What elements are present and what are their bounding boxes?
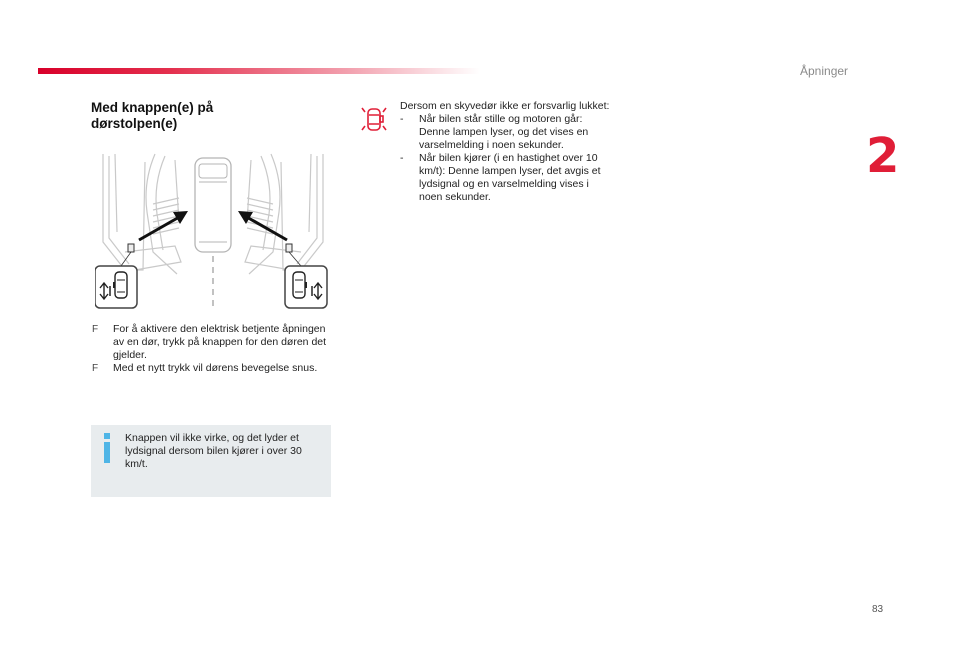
info-text: Knappen vil ikke virke, og det lyder et lydsignal dersom bilen kjører i over 30 km/t.	[125, 432, 302, 470]
door-button-icon	[95, 266, 137, 308]
car-top-view-icon	[195, 158, 231, 252]
bullet-marker: F	[92, 324, 99, 335]
warning-item-text: Når bilen kjører (i en hastighet over 10 km/t): Denne lampen lyser, det avgis et lydsignal og en varselmelding vises i noen sekunder.	[419, 152, 601, 203]
bullet-marker: F	[92, 363, 99, 374]
list-item	[400, 113, 610, 152]
list-item	[400, 152, 610, 204]
header-accent-bar	[38, 68, 480, 74]
section-name: Åpninger	[800, 64, 849, 78]
car-door-illustration	[95, 152, 331, 310]
instruction-text: For å aktivere den elektrisk betjente åpningen av en dør, trykk på knappen for den døren det gjelder.	[113, 323, 327, 361]
dash-marker: -	[400, 113, 404, 125]
page-number: 83	[872, 604, 884, 615]
info-icon	[101, 433, 113, 463]
info-box	[91, 425, 331, 497]
door-warning-icon	[361, 104, 387, 134]
dash-marker: -	[400, 152, 404, 164]
warning-item-text: Når bilen står stille og motoren går: Denne lampen lyser, og det vises en varselmelding i noen sekunder.	[419, 113, 589, 151]
chapter-number: 2	[866, 128, 900, 184]
warning-description	[400, 100, 610, 204]
instruction-text: Med et nytt trykk vil dørens bevegelse snus.	[113, 362, 318, 374]
section-title: Med knappen(e) på dørstolpen(e)	[91, 100, 214, 131]
door-button-icon	[285, 266, 327, 308]
list-item	[91, 362, 331, 375]
list-item	[91, 323, 331, 362]
warning-intro: Dersom en skyvedør ikke er forsvarlig lukket:	[400, 100, 610, 112]
instruction-list	[91, 323, 331, 375]
